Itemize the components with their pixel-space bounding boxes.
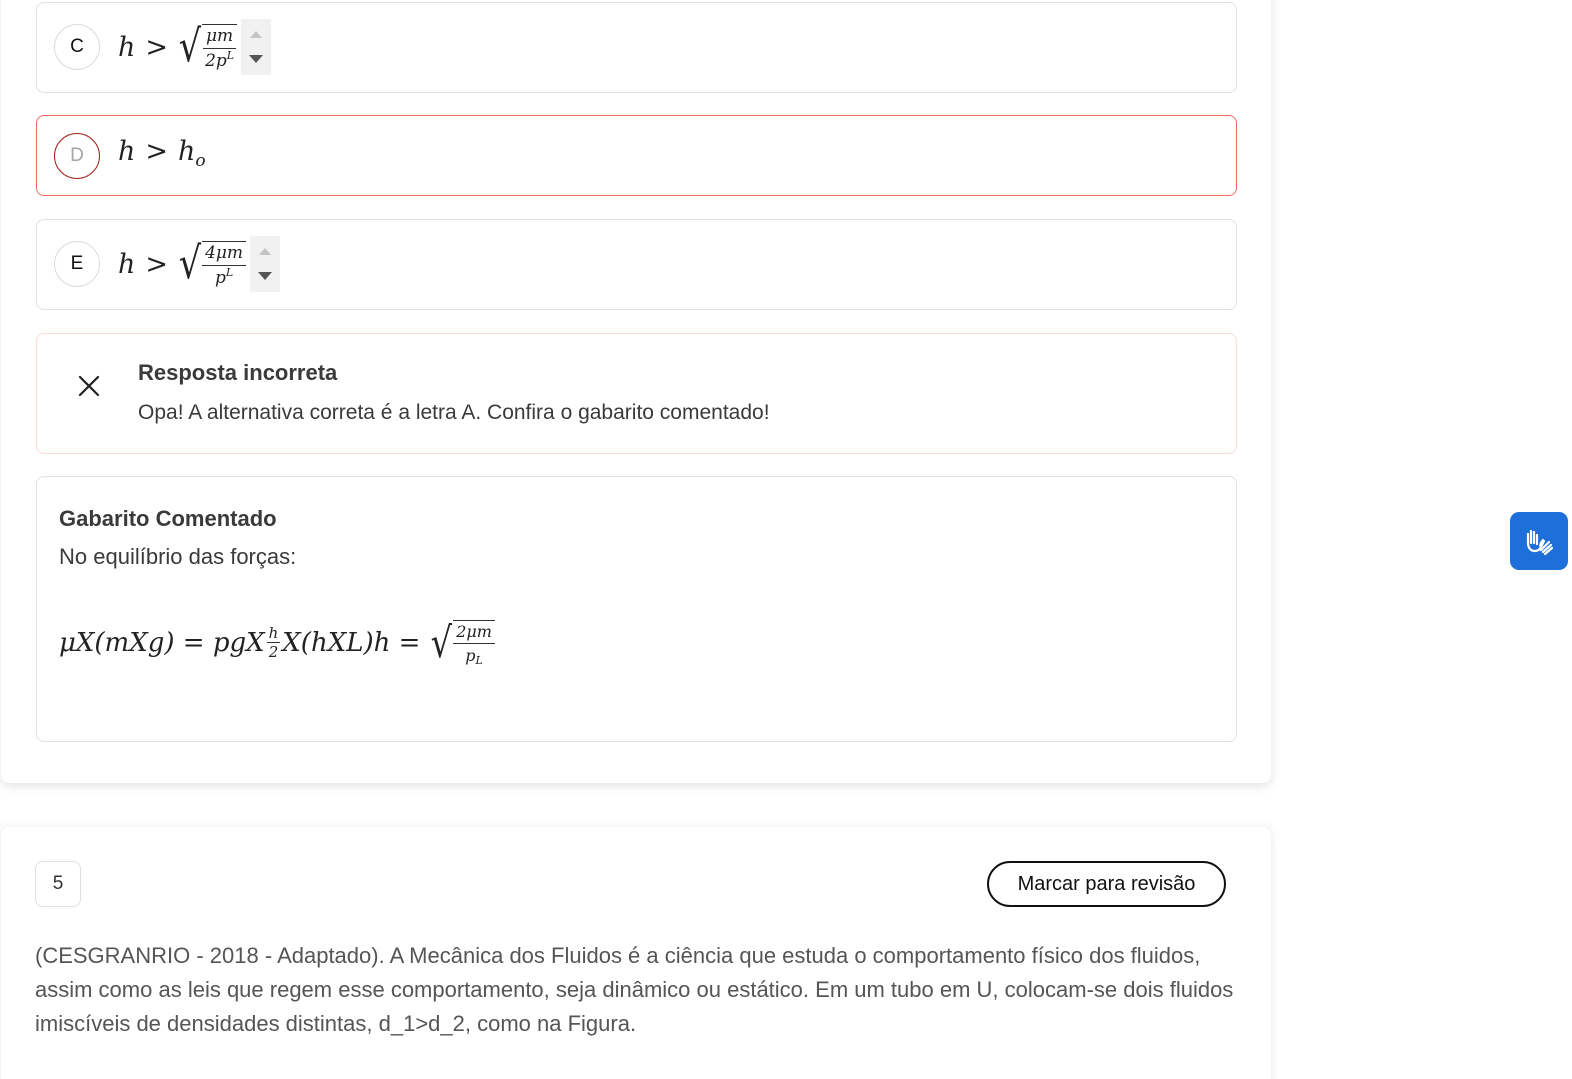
sqrt-symbol: √ bbox=[178, 238, 202, 289]
sign-language-accessibility-button[interactable] bbox=[1510, 512, 1568, 570]
option-c[interactable] bbox=[36, 2, 1237, 93]
formula-lhs: h bbox=[118, 136, 136, 167]
sign-language-hands-icon bbox=[1522, 524, 1556, 558]
spinner-up-icon[interactable] bbox=[250, 31, 262, 38]
equation-fraction-num: h bbox=[268, 624, 279, 642]
question-statement: (CESGRANRIO - 2018 - Adaptado). A Mecânica dos Fluidos é a ciência que estuda o comportamento físico dos fluidos, assim como as leis que regem esse comportamento, seja dinâmico ou estático. Em um tubo em U, colocam-se dois fluidos imiscíveis de densidades distintas, d_1>d_2, como na Figura. bbox=[35, 943, 1234, 1036]
option-letter-c: C bbox=[54, 24, 100, 70]
spinner-down-icon[interactable] bbox=[258, 272, 272, 280]
formula-fraction bbox=[202, 24, 237, 71]
equation-sqrt-fraction bbox=[453, 620, 495, 665]
answer-feedback-panel bbox=[36, 333, 1237, 454]
sqrt-symbol: √ bbox=[178, 21, 202, 72]
equation-fraction bbox=[267, 624, 281, 661]
spinner-down-icon[interactable] bbox=[249, 55, 263, 63]
sqrt-symbol: √ bbox=[431, 617, 453, 667]
mark-for-review-button[interactable]: Marcar para revisão bbox=[987, 861, 1226, 907]
formula-lhs: h bbox=[118, 248, 136, 280]
answer-explanation-panel bbox=[36, 476, 1237, 742]
question-4-card bbox=[1, 0, 1271, 783]
fraction-numerator: 4μm bbox=[202, 243, 246, 266]
equation-middle: X(hXL)h = bbox=[282, 627, 421, 658]
explanation-title: Gabarito Comentado bbox=[59, 506, 277, 531]
spinner-up-icon[interactable] bbox=[259, 248, 271, 255]
explanation-text: No equilíbrio das forças: bbox=[59, 544, 297, 569]
equation-fraction-den: 2 bbox=[268, 643, 279, 661]
fraction-denominator: $p^L$ bbox=[214, 265, 234, 288]
option-letter-e: E bbox=[54, 241, 100, 287]
option-d[interactable] bbox=[36, 115, 1237, 196]
formula-rhs-subscript: o bbox=[195, 150, 206, 171]
option-c-formula bbox=[118, 19, 271, 75]
formula-scroll-spinner[interactable] bbox=[241, 19, 271, 75]
formula-rhs: h bbox=[178, 136, 196, 167]
formula-fraction bbox=[202, 241, 246, 288]
option-e[interactable] bbox=[36, 219, 1237, 310]
equation-sqrt-num: 2μm bbox=[453, 622, 495, 644]
feedback-title: Resposta incorreta bbox=[138, 360, 338, 385]
option-letter-d: D bbox=[54, 133, 100, 179]
equation-sqrt-den: pL bbox=[465, 646, 483, 667]
explanation-equation bbox=[59, 617, 495, 667]
formula-scroll-spinner[interactable] bbox=[250, 236, 280, 292]
formula-lhs: h bbox=[118, 31, 136, 63]
formula-operator: > bbox=[145, 248, 169, 280]
fraction-denominator: $2p^L$ bbox=[205, 48, 235, 71]
equation-left: μX(mXg) = pgX bbox=[59, 627, 265, 658]
formula-operator: > bbox=[145, 31, 169, 63]
fraction-numerator: μm bbox=[203, 26, 236, 49]
feedback-text: Opa! A alternativa correta é a letra A. Confira o gabarito comentado! bbox=[138, 401, 770, 424]
question-number: 5 bbox=[35, 861, 81, 907]
option-d-formula bbox=[118, 136, 206, 171]
formula-operator: > bbox=[145, 136, 169, 167]
option-e-formula bbox=[118, 236, 280, 292]
close-icon bbox=[77, 374, 101, 398]
question-5-card bbox=[1, 827, 1271, 1079]
